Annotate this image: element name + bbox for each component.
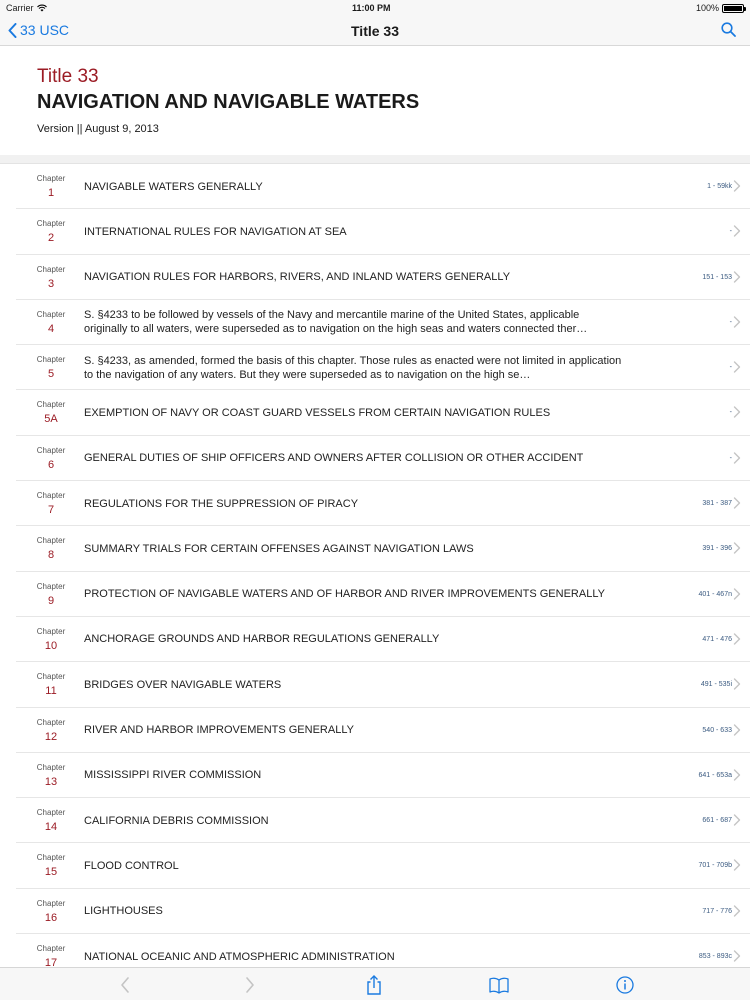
chapter-title-text: NATIONAL OCEANIC AND ATMOSPHERIC ADMINISTRATION xyxy=(84,950,395,963)
chapter-number: 9 xyxy=(47,594,55,607)
chapter-label: Chapter xyxy=(36,174,66,183)
chapter-title xyxy=(84,209,624,254)
share-icon xyxy=(363,974,385,996)
chapter-number: 12 xyxy=(44,730,58,743)
chapter-title-text: S. §4233, as amended, formed the basis of this chapter. Those rules as enacted were not limited in application to the navigation of any waters. But they were superseded as to navigation on the high se… xyxy=(84,354,622,381)
chapter-row[interactable] xyxy=(16,209,750,254)
section-range: - xyxy=(729,454,732,462)
section-range: - xyxy=(729,409,732,417)
chapter-label: Chapter xyxy=(36,491,66,501)
chapter-label: Chapter xyxy=(36,672,66,682)
chapter-number: 13 xyxy=(44,775,58,788)
section-range: 641 - 653a xyxy=(698,771,732,779)
chapter-title-text: BRIDGES OVER NAVIGABLE WATERS xyxy=(84,678,282,691)
chapter-title xyxy=(84,526,624,571)
chapter-row[interactable] xyxy=(16,753,750,798)
chapter-title-text: LIGHTHOUSES xyxy=(84,905,163,918)
chapter-title xyxy=(84,300,624,345)
chapter-title-text: S. §4233 to be followed by vessels of the Navy and mercantile marine of the United States, applicable originally to all waters, were superseded as to navigation on the high seas and waters connected ther… xyxy=(84,309,588,336)
chapter-row[interactable] xyxy=(16,526,750,571)
book-icon xyxy=(488,974,510,996)
chapter-row[interactable] xyxy=(16,300,750,345)
section-range: - xyxy=(729,318,732,326)
chevron-right-icon xyxy=(732,360,742,374)
chapter-list xyxy=(0,164,750,967)
search-button[interactable] xyxy=(721,22,736,42)
chapter-label: Chapter xyxy=(36,355,66,365)
chapter-label: Chapter xyxy=(36,898,66,908)
chapter-number: 14 xyxy=(44,821,58,834)
chapter-row[interactable] xyxy=(16,345,750,390)
section-range: - xyxy=(729,228,732,236)
section-range: 151 - 153 xyxy=(702,273,732,281)
carrier-label: Carrier xyxy=(6,3,34,13)
section-range: 717 - 776 xyxy=(702,907,732,915)
title-name: NAVIGATION AND NAVIGABLE WATERS xyxy=(37,91,420,113)
battery-percent: 100% xyxy=(695,3,719,13)
chevron-right-icon xyxy=(732,723,742,737)
chevron-right-icon xyxy=(732,904,742,918)
chapter-title-text: FLOOD CONTROL xyxy=(84,859,179,872)
chapter-number: 4 xyxy=(47,322,55,335)
chapter-title-text: CALIFORNIA DEBRIS COMMISSION xyxy=(84,814,269,827)
chapter-number: 7 xyxy=(47,504,55,517)
back-button[interactable] xyxy=(8,22,69,38)
section-range: - xyxy=(729,364,732,372)
chapter-label: Chapter xyxy=(36,762,66,772)
bookmarks-button[interactable] xyxy=(488,974,510,996)
chapter-number: 5A xyxy=(44,413,58,426)
battery-icon xyxy=(722,4,744,13)
wifi-icon xyxy=(37,4,47,12)
chevron-right-icon xyxy=(732,949,742,963)
section-range: 401 - 467n xyxy=(698,590,732,598)
chapter-title xyxy=(84,436,624,481)
status-left xyxy=(6,3,47,13)
chapter-row[interactable] xyxy=(16,572,750,617)
chevron-right-icon xyxy=(732,315,742,329)
chapter-title xyxy=(84,617,624,662)
chapter-row[interactable] xyxy=(16,889,750,934)
section-range: 391 - 396 xyxy=(702,545,732,553)
section-range: 853 - 893c xyxy=(698,953,732,961)
chapter-number: 5 xyxy=(47,368,55,381)
chapter-row[interactable] xyxy=(16,708,750,753)
chevron-right-icon xyxy=(732,768,742,782)
chapter-number: 10 xyxy=(44,639,58,652)
chapter-label: Chapter xyxy=(36,853,66,863)
chapter-title xyxy=(84,572,624,617)
chapter-label: Chapter xyxy=(36,309,66,319)
chevron-right-icon xyxy=(732,451,742,465)
chapter-title-text: NAVIGABLE WATERS GENERALLY xyxy=(84,180,263,193)
chapter-title xyxy=(84,345,624,390)
chapter-row[interactable] xyxy=(16,255,750,300)
chapter-title xyxy=(84,934,624,967)
share-button[interactable] xyxy=(363,974,385,996)
chevron-right-icon xyxy=(732,224,742,238)
chapter-title xyxy=(84,662,624,707)
chapter-title xyxy=(84,255,624,300)
section-divider xyxy=(0,155,750,164)
title-header xyxy=(0,47,750,155)
chapter-title-text: MISSISSIPPI RIVER COMMISSION xyxy=(84,769,262,782)
chapter-number: 3 xyxy=(47,277,55,290)
chapter-row[interactable] xyxy=(16,662,750,707)
chevron-right-icon xyxy=(732,632,742,646)
chapter-label: Chapter xyxy=(36,445,66,455)
chevron-left-icon xyxy=(8,23,17,38)
section-range: 701 - 709b xyxy=(698,862,732,870)
chapter-row[interactable] xyxy=(16,164,750,209)
chapter-title xyxy=(84,708,624,753)
chapter-title-text: GENERAL DUTIES OF SHIP OFFICERS AND OWNERS AFTER COLLISION OR OTHER ACCIDENT xyxy=(84,452,584,465)
chapter-title xyxy=(84,798,624,843)
chapter-number: 1 xyxy=(47,187,55,199)
chevron-right-icon xyxy=(239,974,261,996)
chapter-number: 17 xyxy=(44,957,58,967)
section-range: 471 - 476 xyxy=(702,635,732,643)
chevron-right-icon xyxy=(732,541,742,555)
chevron-right-icon xyxy=(732,270,742,284)
chapter-title xyxy=(84,164,624,209)
chevron-right-icon xyxy=(732,496,742,510)
chapter-number: 8 xyxy=(47,549,55,562)
chapter-row[interactable] xyxy=(16,481,750,526)
chapter-title-text: PROTECTION OF NAVIGABLE WATERS AND OF HARBOR AND RIVER IMPROVEMENTS GENERALLY xyxy=(84,588,605,601)
section-range: 540 - 633 xyxy=(702,726,732,734)
section-range: 1 - 59kk xyxy=(707,183,732,190)
chapter-title xyxy=(84,390,624,435)
back-button-label: 33 USC xyxy=(20,22,70,38)
chevron-right-icon xyxy=(732,858,742,872)
chapter-label: Chapter xyxy=(36,400,66,410)
chapter-label: Chapter xyxy=(36,626,66,636)
chapter-number: 15 xyxy=(44,866,58,879)
chapter-number: 6 xyxy=(47,458,55,471)
chapter-title xyxy=(84,889,624,934)
status-bar xyxy=(0,0,750,16)
section-range: 491 - 535i xyxy=(700,681,732,689)
chapter-title-text: EXEMPTION OF NAVY OR COAST GUARD VESSELS FROM CERTAIN NAVIGATION RULES xyxy=(84,406,551,419)
chapter-row[interactable] xyxy=(16,617,750,662)
chapter-title xyxy=(84,481,624,526)
chapter-title-text: REGULATIONS FOR THE SUPPRESSION OF PIRACY xyxy=(84,497,359,510)
chapter-label: Chapter xyxy=(36,808,66,818)
chapter-row[interactable] xyxy=(16,934,750,967)
status-time: 11:00 PM xyxy=(351,3,391,13)
chevron-right-icon xyxy=(732,587,742,601)
navigation-bar xyxy=(0,16,750,46)
chevron-right-icon xyxy=(732,179,742,193)
chapter-label: Chapter xyxy=(36,944,66,954)
chapter-number: 2 xyxy=(47,232,55,245)
chapter-label: Chapter xyxy=(36,219,66,229)
chapter-title-text: SUMMARY TRIALS FOR CERTAIN OFFENSES AGAINST NAVIGATION LAWS xyxy=(84,542,474,555)
chevron-left-icon xyxy=(114,974,136,996)
chapter-row[interactable] xyxy=(16,798,750,843)
chapter-label: Chapter xyxy=(36,717,66,727)
search-icon xyxy=(721,22,736,37)
nav-title: Title 33 xyxy=(351,22,399,39)
chapter-title-text: RIVER AND HARBOR IMPROVEMENTS GENERALLY xyxy=(84,724,354,737)
chevron-right-icon xyxy=(732,677,742,691)
next-button[interactable] xyxy=(239,974,261,996)
chevron-right-icon xyxy=(732,405,742,419)
section-range: 381 - 387 xyxy=(702,500,732,508)
info-button[interactable] xyxy=(614,974,636,996)
chapter-row[interactable] xyxy=(16,390,750,435)
section-range: 661 - 687 xyxy=(702,817,732,825)
chapter-title xyxy=(84,753,624,798)
chapter-number: 16 xyxy=(44,911,58,924)
chapter-row[interactable] xyxy=(16,843,750,888)
chapter-title xyxy=(84,843,624,888)
chapter-number: 11 xyxy=(45,685,57,698)
bottom-toolbar xyxy=(0,967,750,1000)
title-number: Title 33 xyxy=(37,66,99,87)
info-icon xyxy=(614,974,636,996)
chapter-title-text: INTERNATIONAL RULES FOR NAVIGATION AT SEA xyxy=(84,225,347,238)
status-right xyxy=(696,3,744,13)
chapter-title-text: NAVIGATION RULES FOR HARBORS, RIVERS, AND INLAND WATERS GENERALLY xyxy=(84,271,511,284)
chapter-row[interactable] xyxy=(16,436,750,481)
version-info: Version || August 9, 2013 xyxy=(37,123,159,135)
chapter-label: Chapter xyxy=(36,581,66,591)
chevron-right-icon xyxy=(732,813,742,827)
chapter-title-text: ANCHORAGE GROUNDS AND HARBOR REGULATIONS GENERALLY xyxy=(84,633,440,646)
previous-button[interactable] xyxy=(114,974,136,996)
chapter-label: Chapter xyxy=(36,264,66,274)
chapter-label: Chapter xyxy=(36,536,66,546)
